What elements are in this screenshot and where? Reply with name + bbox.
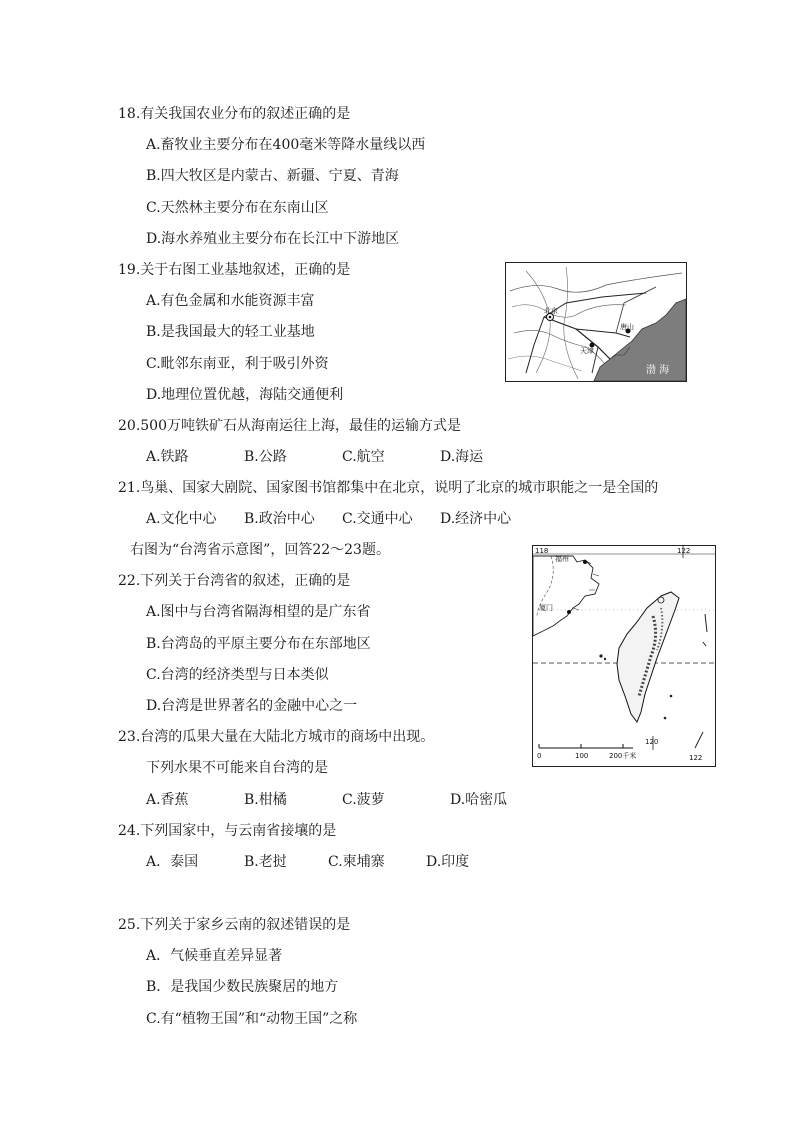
q23-option-c: C.菠萝 xyxy=(342,792,385,808)
q20-option-d: D.海运 xyxy=(440,449,484,465)
lon-122-top-label: 122 xyxy=(677,547,691,555)
tianjin-label: 天津 xyxy=(580,347,594,355)
scale-100-label: 100 xyxy=(575,752,589,760)
lon-118-label: 118 xyxy=(535,547,549,555)
q23-option-b: B.柑橘 xyxy=(244,792,287,808)
q18-option-d: D.海水养殖业主要分布在长江中下游地区 xyxy=(146,231,400,247)
q24-option-a: A．泰国 xyxy=(146,854,199,870)
q23-option-a: A.香蕉 xyxy=(146,792,189,808)
q19-option-a: A.有色金属和水能资源丰富 xyxy=(146,293,315,309)
q23-options xyxy=(146,790,566,810)
fuzhou-label: 福州 xyxy=(555,555,569,563)
q25-stem: 25.下列关于家乡云南的叙述错误的是 xyxy=(118,917,351,933)
q20-option-a: A.铁路 xyxy=(146,449,189,465)
q25-option-c: C.有“植物王国”和“动物王国”之称 xyxy=(146,1011,358,1027)
q18-option-c: C.天然林主要分布在东南山区 xyxy=(146,200,329,216)
q22-stem: 22.下列关于台湾省的叙述，正确的是 xyxy=(118,573,351,589)
beijing-label: 北京 xyxy=(544,307,558,315)
q20-option-c: C.航空 xyxy=(342,449,385,465)
scale-200-label: 200千米 xyxy=(609,752,637,760)
q19-option-c: C.毗邻东南亚，利于吸引外资 xyxy=(146,356,329,372)
jingjintang-map xyxy=(505,262,687,382)
q21-option-d: D.经济中心 xyxy=(440,511,512,527)
q25-option-a: A．气候垂直差异显著 xyxy=(146,948,283,964)
q22-option-a: A.图中与台湾省隔海相望的是广东省 xyxy=(146,604,371,620)
q22-option-c: C.台湾的经济类型与日本类似 xyxy=(146,667,329,683)
q22-option-d: D.台湾是世界著名的金融中心之一 xyxy=(146,698,358,714)
q21-option-a: A.文化中心 xyxy=(146,511,217,527)
q24-stem: 24.下列国家中，与云南省接壤的是 xyxy=(118,823,337,839)
lon-122-bottom-label: 122 xyxy=(689,754,703,762)
q24-option-b: B.老挝 xyxy=(244,854,287,870)
q19-option-b: B.是我国最大的轻工业基地 xyxy=(146,324,315,340)
q21-option-b: B.政治中心 xyxy=(244,511,315,527)
q18-stem: 18.有关我国农业分布的叙述正确的是 xyxy=(118,106,351,122)
q23-stem: 23.台湾的瓜果大量在大陆北方城市的商场中出现。 xyxy=(118,729,435,745)
q21-option-c: C.交通中心 xyxy=(342,511,413,527)
q18-option-a: A.畜牧业主要分布在400毫米等降水量线以西 xyxy=(146,137,426,153)
q20-option-b: B.公路 xyxy=(244,449,287,465)
q19-option-d: D.地理位置优越，海陆交通便利 xyxy=(146,387,344,403)
intro-22-23: 右图为“台湾省示意图”，回答22～23题。 xyxy=(130,542,390,558)
q19-stem: 19.关于右图工业基地叙述，正确的是 xyxy=(118,262,351,278)
q22-option-b: B.台湾岛的平原主要分布在东部地区 xyxy=(146,636,371,652)
q20-stem: 20.500万吨铁矿石从海南运往上海，最佳的运输方式是 xyxy=(118,418,461,434)
lon-120-label: 120 xyxy=(645,738,659,746)
q24-option-c: C.柬埔寨 xyxy=(328,854,385,870)
scale-0-label: 0 xyxy=(537,752,542,760)
tangshan-label: 唐山 xyxy=(620,323,634,331)
q24-option-d: D.印度 xyxy=(426,854,470,870)
bohai-label: 渤 海 xyxy=(646,365,670,376)
q20-options xyxy=(146,447,566,467)
taiwan-map xyxy=(532,545,716,767)
q24-options xyxy=(146,852,566,872)
q23-stem-2: 下列水果不可能来自台湾的是 xyxy=(146,760,328,776)
q25-option-b: B．是我国少数民族聚居的地方 xyxy=(146,979,339,995)
q21-options xyxy=(146,509,586,529)
q23-option-d: D.哈密瓜 xyxy=(450,792,508,808)
xiamen-label: 厦门 xyxy=(539,604,553,612)
q21-stem: 21.鸟巢、国家大剧院、国家图书馆都集中在北京，说明了北京的城市职能之一是全国的 xyxy=(118,480,659,496)
q18-option-b: B.四大牧区是内蒙古、新疆、宁夏、青海 xyxy=(146,168,399,184)
